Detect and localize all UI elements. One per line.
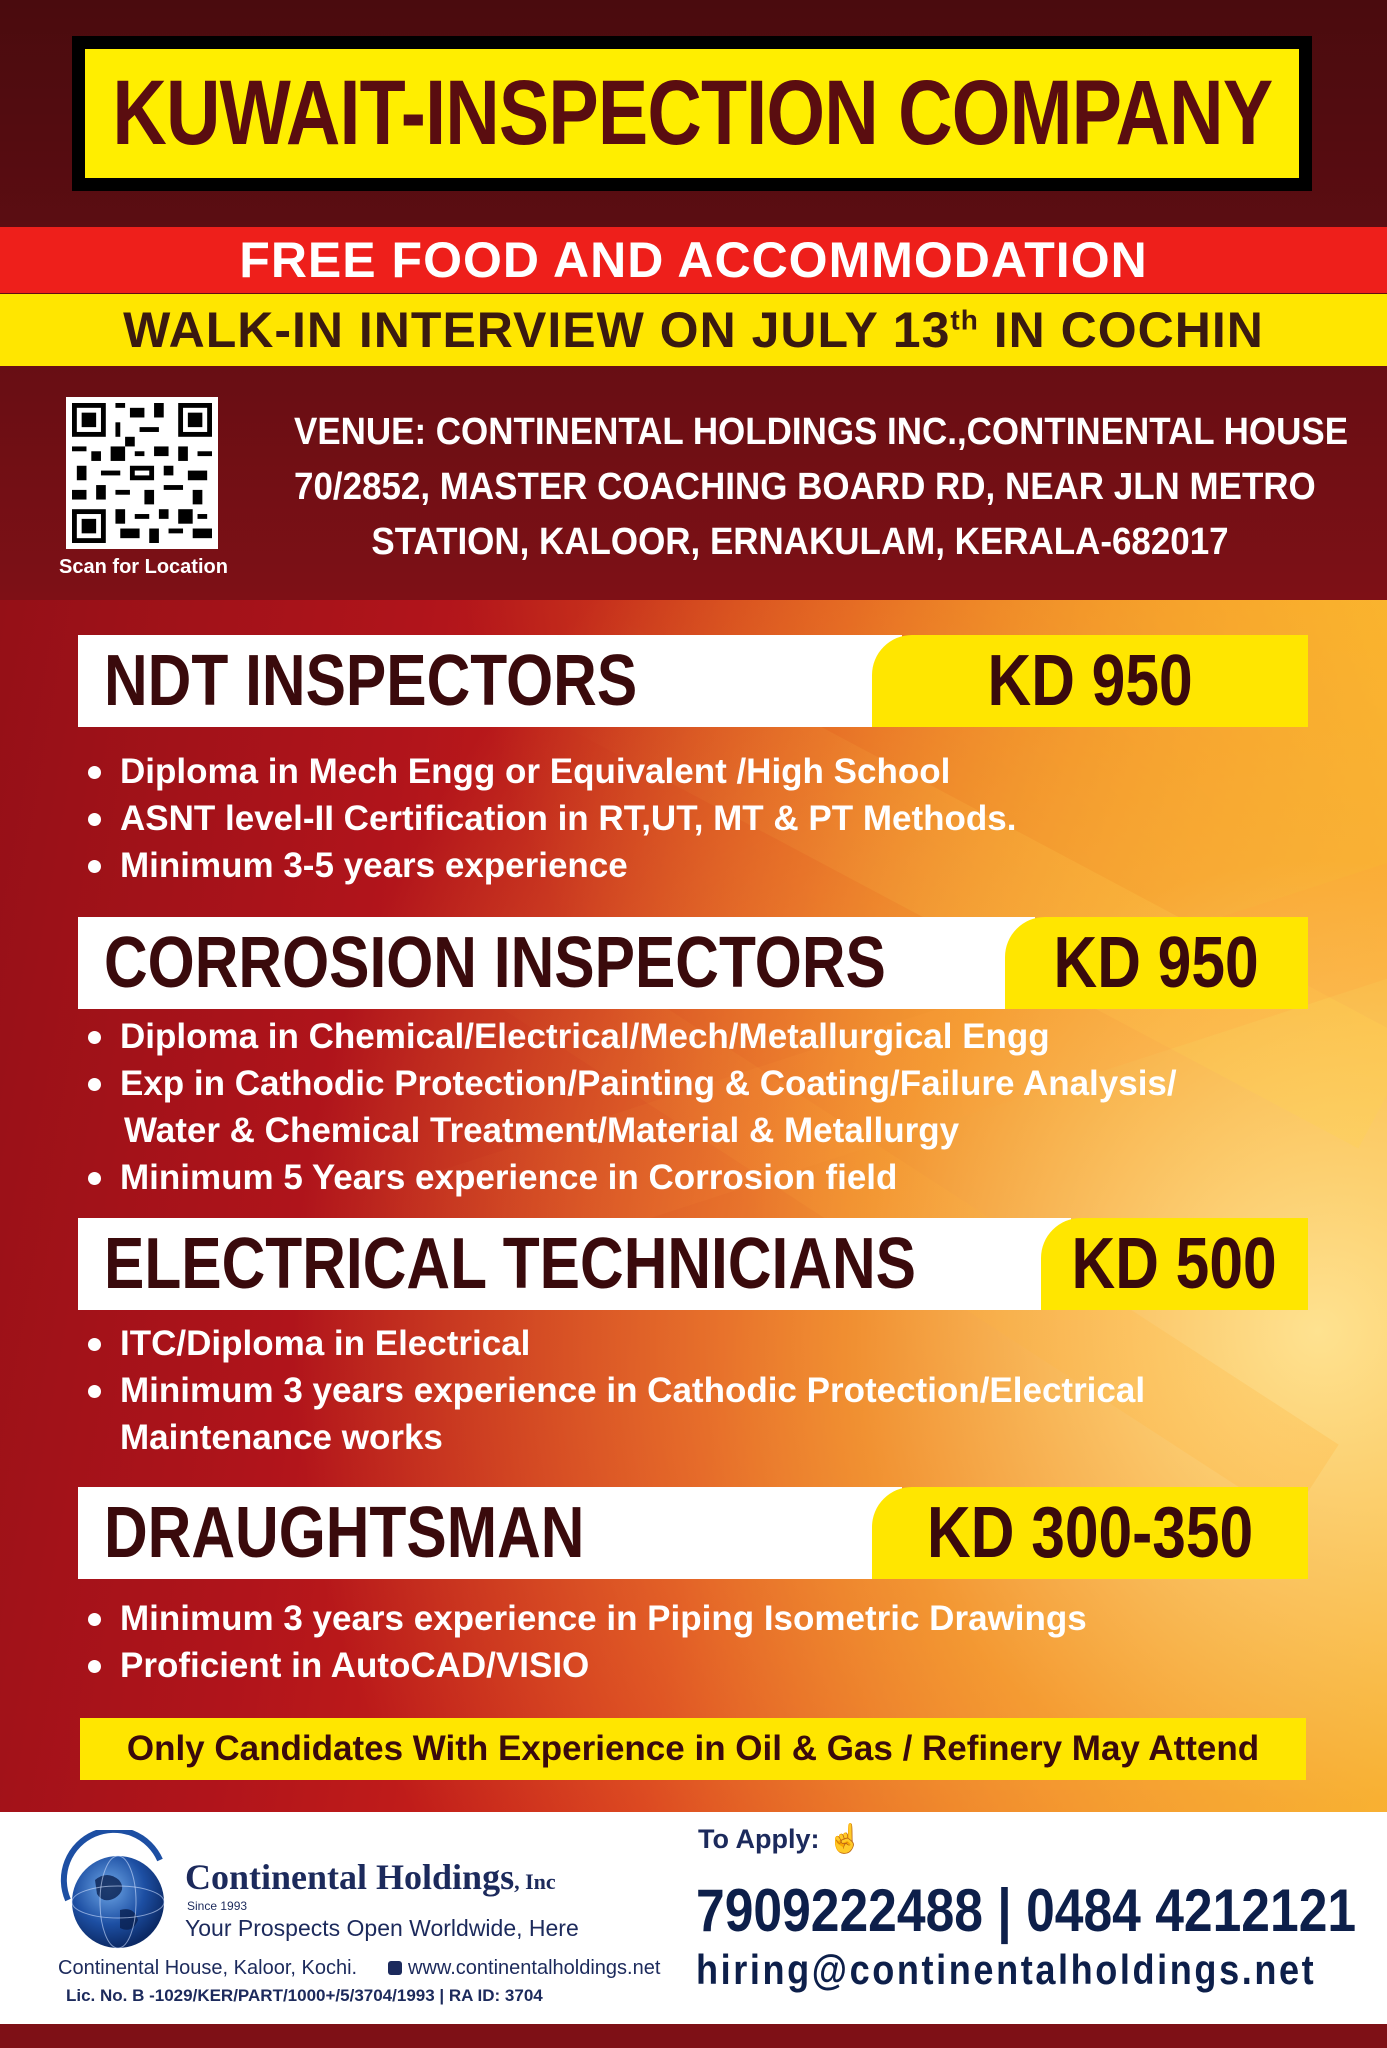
- requirement-item: Minimum 5 Years experience in Corrosion field: [86, 1154, 1336, 1201]
- requirement-item: Exp in Cathodic Protection/Painting & Coating/Failure Analysis/: [86, 1060, 1336, 1107]
- requirement-item: Diploma in Mech Engg or Equivalent /High School: [86, 748, 1336, 795]
- job-title: NDT INSPECTORS: [104, 641, 638, 721]
- venue-line: 70/2852, MASTER COACHING BOARD RD, NEAR JLN METRO: [294, 466, 1316, 508]
- company-name: [185, 1856, 556, 1898]
- company-website[interactable]: [388, 1957, 660, 1980]
- notice-bar: [80, 1718, 1306, 1780]
- requirement-item-continuation: Maintenance works: [120, 1418, 443, 1457]
- footer-bottom-strip: [0, 2024, 1387, 2048]
- job-title-box: [78, 1218, 1071, 1310]
- job-salary: KD 500: [1071, 1224, 1277, 1304]
- job-salary: KD 950: [1053, 923, 1259, 1003]
- company-address: Continental House, Kaloor, Kochi.: [58, 1957, 358, 1979]
- requirement-item: Minimum 3 years experience in Cathodic Protection/Electrical: [86, 1367, 1336, 1414]
- requirement-item: ITC/Diploma in Electrical: [86, 1320, 1336, 1367]
- apply-label-text: To Apply:: [698, 1824, 820, 1854]
- requirement-item: Diploma in Chemical/Electrical/Mech/Metallurgical Engg: [86, 1013, 1336, 1060]
- salary-box: [872, 635, 1308, 727]
- company-name-text: Continental Holdings: [185, 1857, 515, 1897]
- requirement-item: ASNT level-II Certification in RT,UT, MT & PT Methods.: [86, 795, 1336, 842]
- company-tagline: Your Prospects Open Worldwide, Here: [185, 1915, 579, 1941]
- walk-in-sup: th: [950, 304, 979, 336]
- company-since: Since 1993: [187, 1899, 248, 1913]
- website-text[interactable]: www.continentalholdings.net: [408, 1957, 661, 1979]
- job-header-electrical: [78, 1218, 1308, 1310]
- job-requirements-draughtsman: [86, 1595, 1336, 1689]
- requirement-item-continuation: Water & Chemical Treatment/Material & Metallurgy: [124, 1111, 960, 1150]
- title-inner: [82, 46, 1302, 181]
- job-requirements-ndt: [86, 748, 1336, 889]
- web-icon: [388, 1961, 402, 1975]
- venue-line: VENUE: CONTINENTAL HOLDINGS INC.,CONTINENTAL HOUSE: [294, 411, 1349, 453]
- walk-in-bar: [0, 294, 1387, 366]
- title-banner: [72, 36, 1312, 191]
- job-header-ndt: [78, 635, 1308, 727]
- apply-label: [698, 1822, 862, 1855]
- free-food-text: FREE FOOD AND ACCOMMODATION: [239, 232, 1148, 288]
- notice-text: Only Candidates With Experience in Oil & Gas / Refinery May Attend: [126, 1729, 1260, 1768]
- salary-box: [1041, 1218, 1308, 1310]
- walk-in-pre: WALK-IN INTERVIEW ON JULY 13: [123, 302, 951, 358]
- job-title: DRAUGHTSMAN: [104, 1493, 585, 1573]
- pointing-hand-icon: ☝: [827, 1823, 863, 1854]
- job-requirements-electrical: [86, 1320, 1336, 1461]
- page-title: KUWAIT-INSPECTION COMPANY: [111, 62, 1273, 164]
- free-food-bar: [0, 227, 1387, 293]
- walk-in-post: IN COCHIN: [978, 302, 1264, 358]
- job-requirements-corrosion: [86, 1013, 1336, 1201]
- job-title-box: [78, 917, 1035, 1009]
- walk-in-text: [123, 301, 1264, 359]
- requirement-item: Minimum 3 years experience in Piping Isometric Drawings: [86, 1595, 1336, 1642]
- qr-code-icon[interactable]: [66, 397, 218, 549]
- globe-logo-icon: [50, 1830, 180, 1960]
- job-title-box: [78, 1487, 902, 1579]
- salary-box: [1005, 917, 1308, 1009]
- requirement-item: Proficient in AutoCAD/VISIO: [86, 1642, 1336, 1689]
- job-title: CORROSION INSPECTORS: [104, 923, 886, 1003]
- job-title: ELECTRICAL TECHNICIANS: [104, 1224, 917, 1304]
- job-salary: KD 300-350: [926, 1493, 1254, 1573]
- license-info: Lic. No. B -1029/KER/PART/1000+/5/3704/1993 | RA ID: 3704: [66, 1986, 543, 2005]
- venue-address: [250, 405, 1350, 570]
- job-salary: KD 950: [987, 641, 1193, 721]
- requirement-item: Minimum 3-5 years experience: [86, 842, 1336, 889]
- qr-code-graphic: [72, 403, 212, 543]
- qr-label: Scan for Location: [59, 556, 228, 578]
- job-header-corrosion: [78, 917, 1308, 1009]
- job-title-box: [78, 635, 902, 727]
- venue-line: STATION, KALOOR, ERNAKULAM, KERALA-682017: [371, 521, 1229, 563]
- job-header-draughtsman: [78, 1487, 1308, 1579]
- company-suffix: , Inc: [514, 1869, 556, 1894]
- contact-email[interactable]: hiring@continentalholdings.net: [696, 1946, 1317, 1993]
- salary-box: [872, 1487, 1308, 1579]
- contact-phones[interactable]: 7909222488 | 0484 4212121: [696, 1877, 1357, 1944]
